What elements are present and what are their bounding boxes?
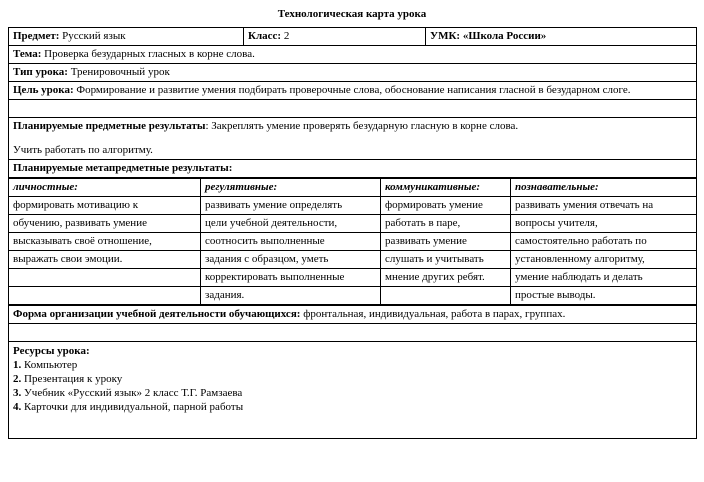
resources-label: Ресурсы урока: xyxy=(13,345,90,357)
cell-metasubject-label xyxy=(9,160,697,178)
subject-results-value: : Закреплять умение проверять безударную гласную в корне слова. xyxy=(205,120,519,132)
cell-regulative: развивать умение определять xyxy=(201,197,381,215)
cell-communicative: слушать и учитывать xyxy=(381,251,511,269)
table-row xyxy=(9,251,697,269)
table-row-header-info xyxy=(9,28,697,46)
subject-results-line2: Учить работать по алгоритму. xyxy=(13,144,153,156)
cell-cognitive: вопросы учителя, xyxy=(511,215,697,233)
lesson-type-value: Тренировочный урок xyxy=(70,66,170,78)
col-header-regulative xyxy=(201,179,381,197)
resource-item-text: Учебник «Русский язык» 2 класс Т.Г. Рамзаева xyxy=(21,387,243,399)
cell-cognitive: установленному алгоритму, xyxy=(511,251,697,269)
cell-personal: выражать свои эмоции. xyxy=(9,251,201,269)
cell-personal xyxy=(9,287,201,305)
resource-item xyxy=(13,372,692,386)
umk-label: УМК: xyxy=(430,30,461,42)
cell-personal: высказывать своё отношение, xyxy=(9,233,201,251)
table-row-spacer-1 xyxy=(9,100,697,118)
col-header-cognitive-label: познавательные: xyxy=(515,181,599,193)
cell-subject-results xyxy=(9,118,697,160)
cell-regulative: задания с образцом, уметь xyxy=(201,251,381,269)
cell-goal xyxy=(9,82,697,100)
cell-communicative xyxy=(381,287,511,305)
metasubject-table xyxy=(8,178,697,305)
table-row-subject-results xyxy=(9,118,697,160)
cell-personal: обучению, развивать умение xyxy=(9,215,201,233)
organization-form-label: Форма организации учебной деятельности обучающихся: xyxy=(13,308,301,320)
resource-item-number: 3. xyxy=(13,387,22,399)
cell-umk xyxy=(426,28,697,46)
resource-item-text: Карточки для индивидуальной, парной работы xyxy=(21,401,244,413)
theme-value: Проверка безударных гласных в корне слова. xyxy=(44,48,255,60)
cell-communicative: развивать умение xyxy=(381,233,511,251)
table-row-metasubject-columns xyxy=(9,179,697,197)
table-row xyxy=(9,197,697,215)
cell-personal: формировать мотивацию к xyxy=(9,197,201,215)
table-row xyxy=(9,269,697,287)
cell-spacer-2 xyxy=(9,324,697,342)
cell-personal xyxy=(9,269,201,287)
cell-regulative: задания. xyxy=(201,287,381,305)
table-row-goal xyxy=(9,82,697,100)
class-value: 2 xyxy=(283,30,290,42)
col-header-communicative xyxy=(381,179,511,197)
cell-subject xyxy=(9,28,244,46)
resource-item-number: 2. xyxy=(13,373,22,385)
table-row-spacer-2 xyxy=(9,324,697,342)
resource-item xyxy=(13,358,692,372)
resource-item-number: 4. xyxy=(13,401,22,413)
col-header-cognitive xyxy=(511,179,697,197)
cell-class xyxy=(244,28,426,46)
cell-communicative: формировать умение xyxy=(381,197,511,215)
cell-spacer-1 xyxy=(9,100,697,118)
table-row-theme xyxy=(9,46,697,64)
cell-cognitive: развивать умения отвечать на xyxy=(511,197,697,215)
cell-lesson-type xyxy=(9,64,697,82)
cell-communicative: работать в паре, xyxy=(381,215,511,233)
cell-regulative: цели учебной деятельности, xyxy=(201,215,381,233)
footer-table xyxy=(8,305,697,439)
subject-results-label: Планируемые предметные результаты xyxy=(13,120,206,132)
cell-cognitive: умение наблюдать и делать xyxy=(511,269,697,287)
table-row xyxy=(9,215,697,233)
subject-label: Предмет: xyxy=(13,30,60,42)
lesson-card-table xyxy=(8,27,697,178)
page-title: Технологическая карта урока xyxy=(277,8,427,20)
resource-item-text: Компьютер xyxy=(21,359,78,371)
col-header-personal-label: личностные: xyxy=(13,181,78,193)
resource-item-text: Презентация к уроку xyxy=(21,373,123,385)
cell-resources xyxy=(9,342,697,439)
organization-form-value: фронтальная, индивидуальная, работа в парах, группах. xyxy=(300,308,566,320)
goal-value: Формирование и развитие умения подбирать проверочные слова, обоснование написания гласной в безударном слоге. xyxy=(76,84,631,96)
goal-label: Цель урока: xyxy=(13,84,74,96)
metasubject-label: Планируемые метапредметные результаты: xyxy=(13,162,233,174)
cell-regulative: соотносить выполненные xyxy=(201,233,381,251)
table-row-resources xyxy=(9,342,697,439)
cell-cognitive: простые выводы. xyxy=(511,287,697,305)
cell-cognitive: самостоятельно работать по xyxy=(511,233,697,251)
theme-label: Тема: xyxy=(13,48,42,60)
table-row-metasubject-label xyxy=(9,160,697,178)
col-header-regulative-label: регулятивные: xyxy=(205,181,278,193)
col-header-communicative-label: коммуникативные: xyxy=(385,181,481,193)
table-row-lesson-type xyxy=(9,64,697,82)
cell-organization-form xyxy=(9,306,697,324)
subject-value: Русский язык xyxy=(62,30,126,42)
cell-communicative: мнение других ребят. xyxy=(381,269,511,287)
umk-value: «Школа России» xyxy=(462,30,547,42)
table-row-organization-form xyxy=(9,306,697,324)
cell-theme xyxy=(9,46,697,64)
table-row xyxy=(9,233,697,251)
cell-regulative: корректировать выполненные xyxy=(201,269,381,287)
resource-item xyxy=(13,386,692,400)
lesson-type-label: Тип урока: xyxy=(13,66,68,78)
table-row xyxy=(9,287,697,305)
resource-item xyxy=(13,400,692,414)
class-label: Класс: xyxy=(248,30,282,42)
col-header-personal xyxy=(9,179,201,197)
resource-item-number: 1. xyxy=(13,359,22,371)
